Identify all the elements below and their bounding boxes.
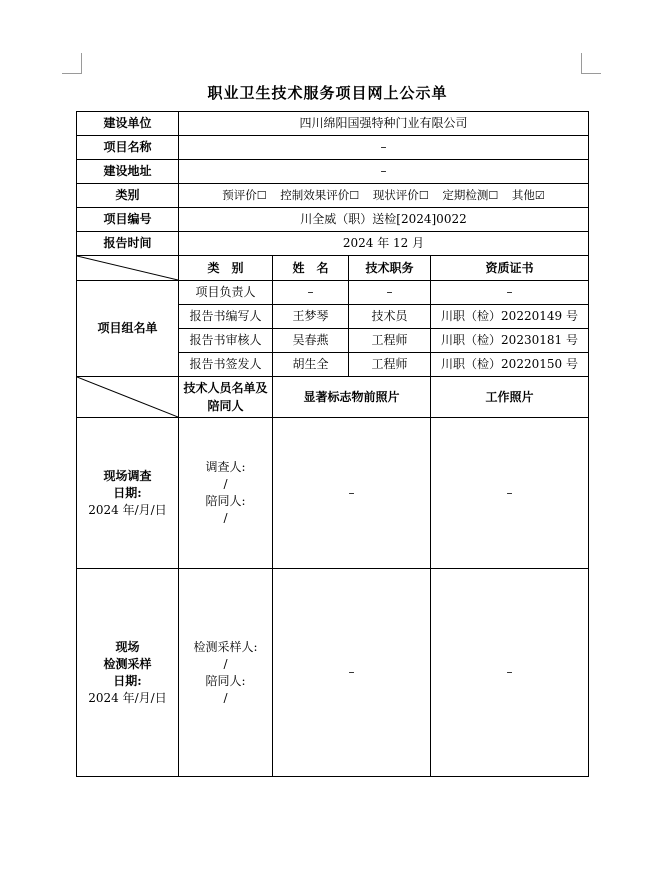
- member-name: 吴春燕: [273, 329, 349, 353]
- checkbox-checked-icon: ☑: [534, 189, 545, 202]
- surveyor-value: /: [223, 477, 228, 491]
- team-row: [77, 281, 589, 305]
- companion-label: 陪同人:: [205, 673, 246, 688]
- report-time-label: 报告时间: [77, 232, 179, 256]
- corner-mark-top-right: [581, 73, 601, 74]
- photos-header-staff: 技术人员名单及陪同人: [179, 377, 273, 418]
- companion-value: /: [223, 511, 228, 525]
- row-project-name: [77, 136, 589, 160]
- address-label: 建设地址: [77, 160, 179, 184]
- category-option-control-effect[interactable]: 控制效果评价☐: [280, 188, 360, 202]
- member-title: 工程师: [349, 353, 431, 377]
- member-title: 技术员: [349, 305, 431, 329]
- sampling-work-photo: –: [431, 569, 589, 777]
- document-title: 职业卫生技术服务项目网上公示单: [207, 84, 448, 102]
- member-role: 报告书签发人: [179, 353, 273, 377]
- member-name: 王梦琴: [273, 305, 349, 329]
- row-survey: [77, 418, 589, 569]
- companion-value: /: [223, 690, 228, 705]
- unit-label: 建设单位: [77, 112, 179, 136]
- sampler-label: 检测采样人:: [193, 639, 258, 654]
- row-address: [77, 160, 589, 184]
- sampling-date-label: 日期:: [113, 673, 142, 688]
- sampling-landmark-photo: –: [273, 569, 431, 777]
- member-role: 报告书编写人: [179, 305, 273, 329]
- project-no-label: 项目编号: [77, 208, 179, 232]
- corner-mark-top-left-vertical: [81, 53, 82, 74]
- row-category: [77, 184, 589, 208]
- category-option-pre-evaluation[interactable]: 预评价☐: [222, 188, 267, 202]
- category-option-other[interactable]: 其他☑: [511, 188, 545, 202]
- sampling-date-cell: [77, 569, 179, 777]
- sampler-value: /: [223, 656, 228, 671]
- corner-mark-top-left: [62, 73, 82, 74]
- row-photos-header: [77, 377, 589, 418]
- row-report-time: [77, 232, 589, 256]
- sampling-staff-cell: [179, 569, 273, 777]
- survey-label: 现场调查: [103, 468, 152, 483]
- photos-header-work: 工作照片: [431, 377, 589, 418]
- sampling-label-line1: 现场: [115, 639, 140, 654]
- member-cert: 川职（检）20220149 号: [431, 305, 589, 329]
- member-cert: 川职（检）20230181 号: [431, 329, 589, 353]
- team-header-title: 技术职务: [349, 256, 431, 281]
- diagonal-header-cell: [77, 377, 179, 418]
- diagonal-line-icon: [77, 377, 178, 417]
- category-label: 类别: [77, 184, 179, 208]
- sampling-date: 2024 年/月/日: [88, 690, 167, 705]
- corner-mark-top-right-vertical: [581, 53, 582, 74]
- team-header-name: 姓 名: [273, 256, 349, 281]
- team-header-category: 类 别: [179, 256, 273, 281]
- member-role: 报告书审核人: [179, 329, 273, 353]
- disclosure-form-table: [76, 111, 589, 777]
- team-label: 项目组名单: [77, 281, 179, 377]
- checkbox-unchecked-icon: ☐: [418, 189, 429, 202]
- member-cert: –: [431, 281, 589, 305]
- category-option-status-evaluation[interactable]: 现状评价☐: [372, 188, 429, 202]
- surveyor-label: 调查人:: [205, 460, 246, 474]
- survey-staff-cell: [179, 418, 273, 569]
- photos-header-landmark: 显著标志物前照片: [273, 377, 431, 418]
- survey-date: 2024 年/月/日: [88, 502, 167, 517]
- row-project-no: [77, 208, 589, 232]
- row-sampling: [77, 569, 589, 777]
- survey-date-cell: [77, 418, 179, 569]
- survey-date-label: 日期:: [113, 485, 142, 500]
- member-name: –: [273, 281, 349, 305]
- diagonal-header-cell: [77, 256, 179, 281]
- checkbox-unchecked-icon: ☐: [349, 189, 360, 202]
- checkbox-unchecked-icon: ☐: [256, 189, 267, 202]
- survey-landmark-photo: –: [273, 418, 431, 569]
- member-cert: 川职（检）20220150 号: [431, 353, 589, 377]
- team-header-cert: 资质证书: [431, 256, 589, 281]
- member-role: 项目负责人: [179, 281, 273, 305]
- companion-label: 陪同人:: [205, 494, 246, 508]
- project-name-value: –: [179, 136, 589, 160]
- address-value: –: [179, 160, 589, 184]
- project-name-label: 项目名称: [77, 136, 179, 160]
- project-no-value: 川全威（职）送检[2024]0022: [179, 208, 589, 232]
- report-time-value: 2024 年 12 月: [179, 232, 589, 256]
- survey-work-photo: –: [431, 418, 589, 569]
- diagonal-line-icon: [77, 256, 178, 280]
- member-title: 工程师: [349, 329, 431, 353]
- unit-value: 四川绵阳国强特种门业有限公司: [179, 112, 589, 136]
- checkbox-unchecked-icon: ☐: [488, 189, 499, 202]
- member-name: 胡生全: [273, 353, 349, 377]
- category-options: [179, 184, 589, 208]
- sampling-label-line2: 检测采样: [103, 656, 152, 671]
- row-team-header: [77, 256, 589, 281]
- row-unit: [77, 112, 589, 136]
- member-title: –: [349, 281, 431, 305]
- category-option-periodic-testing[interactable]: 定期检测☐: [442, 188, 499, 202]
